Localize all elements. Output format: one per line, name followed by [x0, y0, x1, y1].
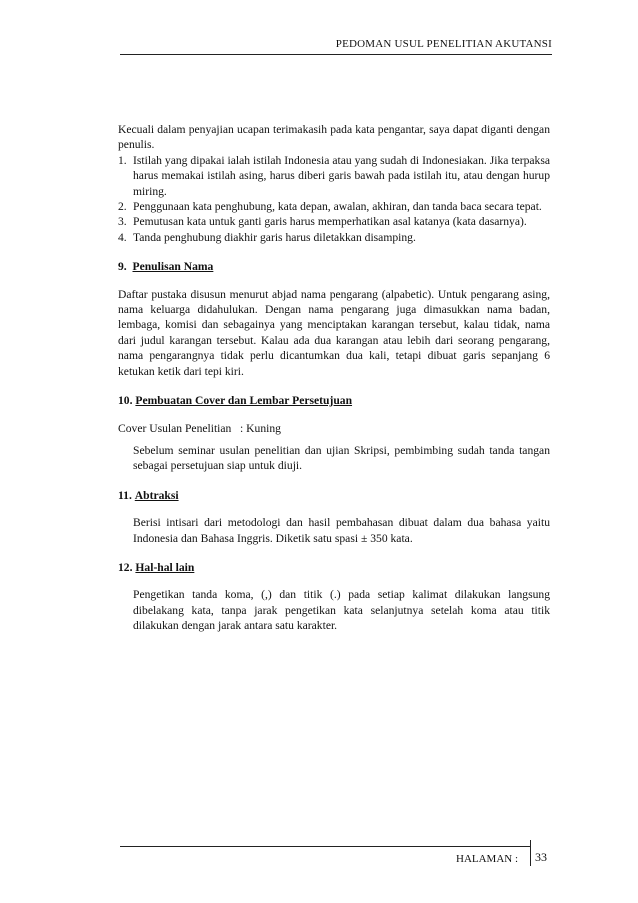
section-title: Hal-hal lain: [135, 560, 195, 574]
list-item-number: 4.: [118, 230, 127, 244]
section-title: Penulisan Nama: [132, 260, 214, 274]
section-heading-abtraksi: [118, 488, 550, 503]
section-number: 11.: [118, 488, 132, 502]
list-item-number: 1.: [118, 153, 127, 167]
list-item: [118, 153, 550, 199]
section-title: Pembuatan Cover dan Lembar Persetujuan: [135, 394, 353, 408]
section-body-cover: Sebelum seminar usulan penelitian dan ujian Skripsi, pembimbing sudah tanda tangan sebagai persetujuan siap untuk diuji.: [133, 443, 550, 473]
list-item-text: Penggunaan kata penghubung, kata depan, awalan, akhiran, dan tanda baca secara tepat.: [133, 200, 542, 214]
footer-divider: [530, 840, 531, 866]
list-item-text: Pemutusan kata untuk ganti garis harus memperhatikan asal katanya (kata dasarnya).: [133, 215, 527, 229]
page-body: [118, 122, 550, 634]
list-item: [118, 199, 550, 214]
running-header: PEDOMAN USUL PENELITIAN AKUTANSI: [335, 38, 552, 50]
list-item-text: Tanda penghubung diakhir garis harus diletakkan disamping.: [133, 230, 416, 244]
list-item-text: Istilah yang dipakai ialah istilah Indonesia atau yang sudah di Indonesiakan. Jika terpaksa harus memakai istilah asing, harus diberi garis bawah pada istilah itu, atau dengan hurup miring.: [133, 153, 550, 198]
list-item-number: 2.: [118, 200, 127, 214]
list-item: [118, 230, 550, 245]
section-heading-hal-hal-lain: [118, 560, 550, 575]
header-rule: [120, 54, 552, 55]
section-heading-cover: [118, 393, 550, 408]
intro-paragraph: Kecuali dalam penyajian ucapan terimakasih pada kata pengantar, saya dapat diganti dengan penulis.: [118, 123, 550, 152]
section-number: 10.: [118, 394, 133, 408]
page-number: 33: [535, 850, 547, 864]
section-body-penulisan-nama: Daftar pustaka disusun menurut abjad nama pengarang (alpabetic). Untuk pengarang asing, nama keluarga didahulukan. Dengan nama pengarang juga dimasukkan nama badan, lembaga, komisi dan sebagainya yang menciptakan karangan tersebut, kalau tidak, nama dari judul karangan tersebut. Kalau ada dua karangan atau lebih dari seorang pengarang, nama pengarangnya tidak perlu dicantumkan dua kali, tetapi dibuat garis sepanjang 6 ketukan ketik dari tepi kiri.: [118, 287, 550, 378]
section-heading-penulisan-nama: [118, 259, 550, 274]
section-title: Abtraksi: [134, 488, 179, 502]
footer-label: HALAMAN :: [456, 853, 519, 865]
cover-color-line: Cover Usulan Penelitian : Kuning: [118, 421, 281, 435]
section-number: 9.: [118, 260, 127, 274]
section-number: 12.: [118, 560, 133, 574]
section-body-hal-hal-lain: Pengetikan tanda koma, (,) dan titik (.) pada setiap kalimat dilakukan langsung dibelakang kata, tanpa jarak pengetikan kata selanjutnya setelah koma atau titik dilakukan dengan jarak antara satu karakter.: [133, 588, 550, 633]
rules-list: [118, 153, 550, 245]
list-item-number: 3.: [118, 215, 127, 229]
footer-rule: [120, 846, 530, 847]
section-body-abtraksi: Berisi intisari dari metodologi dan hasil pembahasan dibuat dalam dua bahasa yaitu Indonesia dan Bahasa Inggris. Diketik satu spasi ± 350 kata.: [133, 516, 550, 545]
list-item: [118, 214, 550, 229]
